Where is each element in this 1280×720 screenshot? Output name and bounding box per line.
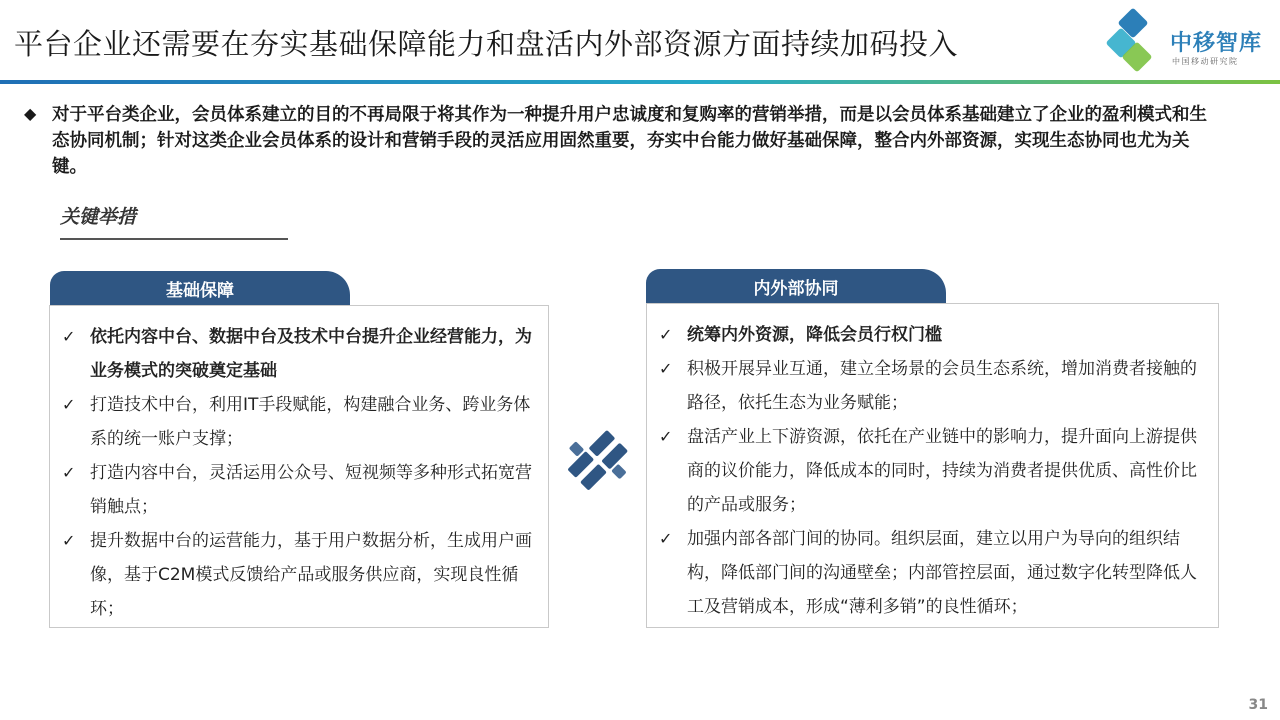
- check-icon: ✓: [62, 531, 76, 550]
- left-panel-title: 基础保障: [50, 271, 350, 305]
- logo-name: 中移智库: [1170, 31, 1263, 56]
- list-item: [62, 388, 534, 456]
- list-item: [659, 318, 1204, 352]
- logo-subtitle: 中国移动研究院: [1172, 57, 1239, 66]
- check-icon: ✓: [659, 325, 673, 344]
- title-divider: [0, 80, 1280, 84]
- list-item-text: 盘活产业上下游资源，依托在产业链中的影响力，提升面向上游提供商的议价能力，降低成本的同时，持续为消费者提供优质、高性价比的产品或服务；: [687, 427, 1197, 515]
- list-item-text: 加强内部各部门间的协同。组织层面，建立以用户为导向的组织结构，降低部门间的沟通壁垒；内部管控层面，通过数字化转型降低人工及营销成本，形成“薄利多销”的良性循环；: [687, 529, 1197, 617]
- list-item-text: 打造技术中台，利用IT手段赋能，构建融合业务、跨业务体系的统一账户支撑；: [90, 395, 531, 449]
- list-item: [659, 522, 1204, 624]
- intro-text: 对于平台类企业，会员体系建立的目的不再局限于将其作为一种提升用户忠诚度和复购率的营销举措，而是以会员体系基础建立了企业的盈利模式和生态协同机制；针对这类企业会员体系的设计和营销手段的灵活应用固然重要，夯实中台能力做好基础保障，整合内外部资源，实现生态协同也尤为关键。: [52, 105, 1207, 177]
- right-panel-title: 内外部协同: [646, 269, 946, 303]
- check-icon: ✓: [659, 427, 673, 446]
- intro-paragraph: [24, 102, 1214, 180]
- key-measures-underline: [60, 238, 288, 240]
- check-icon: ✓: [62, 327, 76, 346]
- list-item-text: 依托内容中台、数据中台及技术中台提升企业经营能力，为业务模式的突破奠定基础: [90, 327, 532, 381]
- left-panel: [49, 305, 549, 628]
- list-item: [659, 352, 1204, 420]
- list-item-text: 打造内容中台，灵活运用公众号、短视频等多种形式拓宽营销触点；: [90, 463, 532, 517]
- page-number: 31: [1248, 697, 1268, 713]
- list-item: [659, 420, 1204, 522]
- puzzle-icon: [556, 420, 638, 502]
- right-panel: [646, 303, 1219, 628]
- list-item: [62, 320, 534, 388]
- list-item-text: 统筹内外资源，降低会员行权门槛: [687, 325, 942, 345]
- logo: [1100, 8, 1270, 74]
- check-icon: ✓: [659, 359, 673, 378]
- logo-mark-icon: [1100, 8, 1166, 74]
- list-item: [62, 456, 534, 524]
- list-item: [62, 524, 534, 626]
- list-item-text: 积极开展异业互通，建立全场景的会员生态系统，增加消费者接触的路径，依托生态为业务赋能；: [687, 359, 1197, 413]
- check-icon: ✓: [62, 395, 76, 414]
- check-icon: ✓: [62, 463, 76, 482]
- diamond-icon: ◆: [24, 104, 37, 123]
- key-measures-heading: 关键举措: [60, 206, 137, 228]
- check-icon: ✓: [659, 529, 673, 548]
- page-title: 平台企业还需要在夯实基础保障能力和盘活内外部资源方面持续加码投入: [14, 27, 959, 61]
- list-item-text: 提升数据中台的运营能力，基于用户数据分析，生成用户画像，基于C2M模式反馈给产品或服务供应商，实现良性循环；: [90, 531, 532, 619]
